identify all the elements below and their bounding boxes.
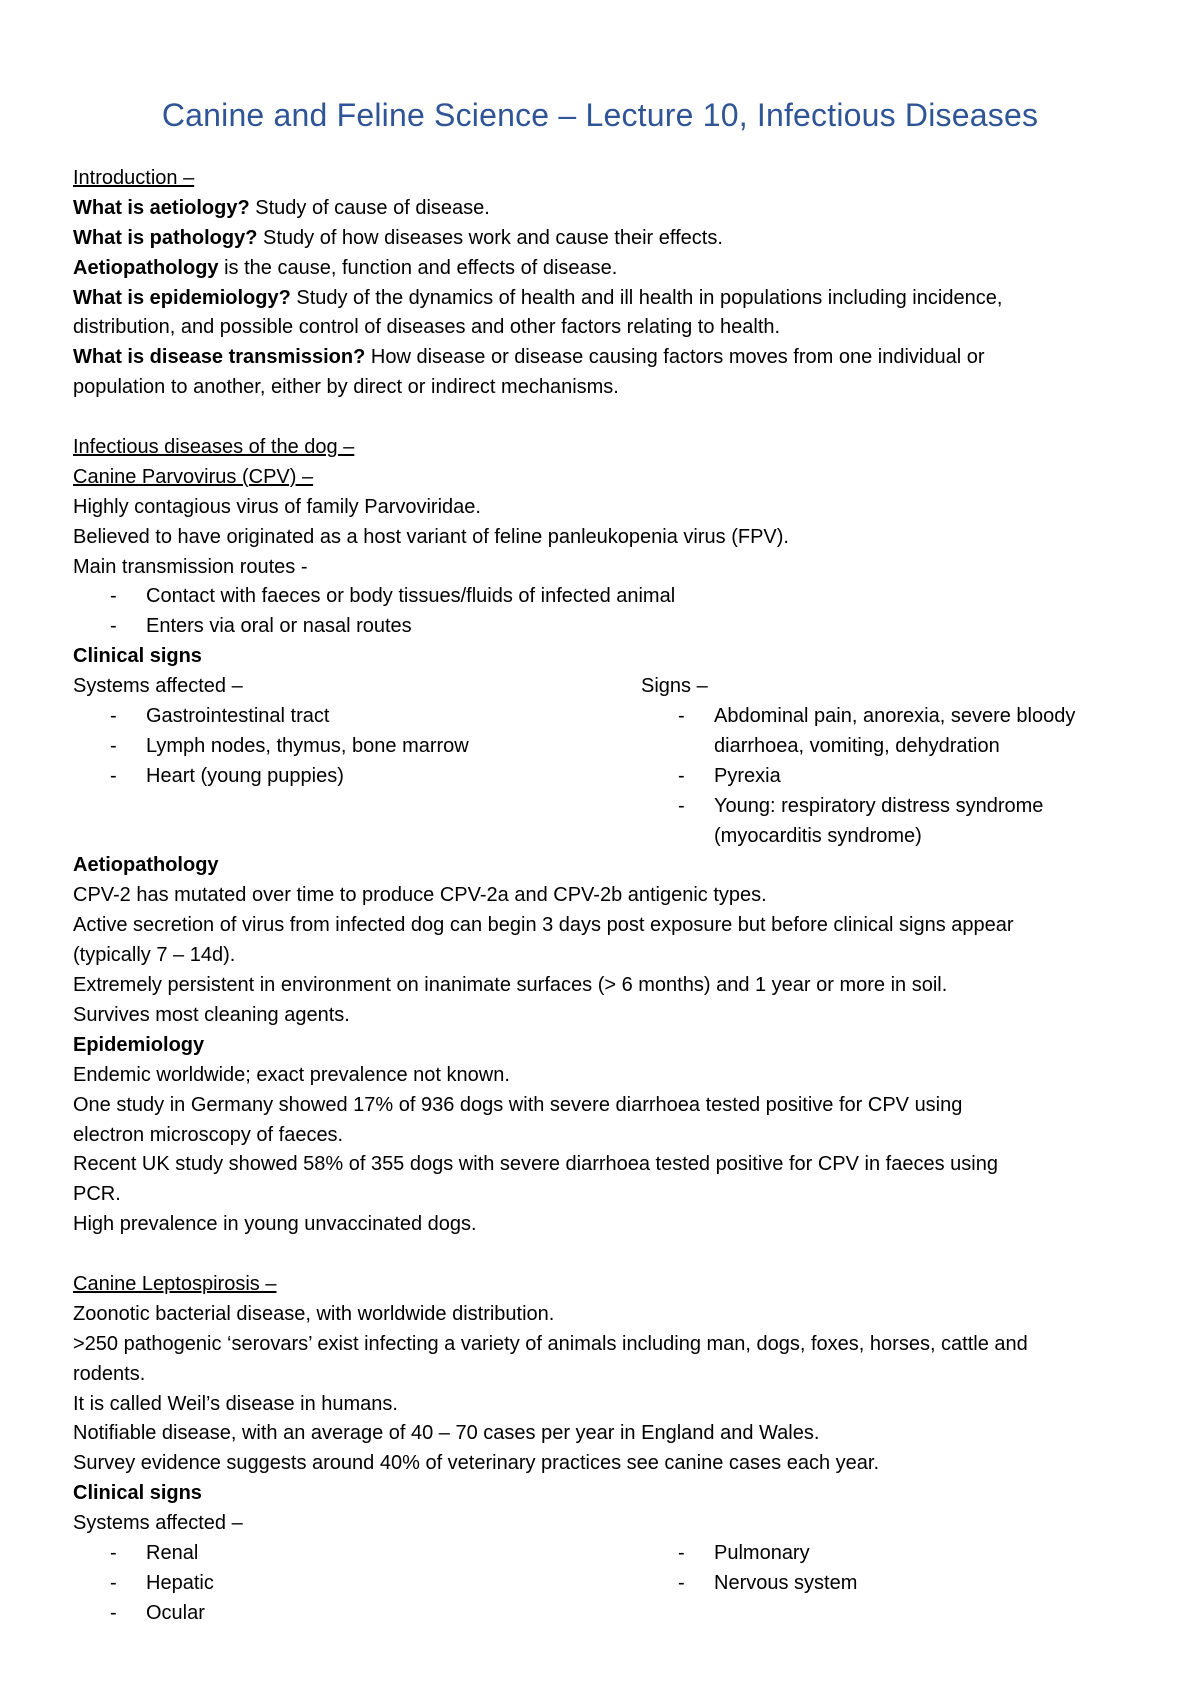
list-item bbox=[73, 1539, 641, 1569]
bullet-dash: - bbox=[110, 1601, 117, 1624]
cpv-line: Believed to have originated as a host variant of feline panleukopenia virus (FPV). bbox=[73, 525, 789, 548]
bullet-dash: - bbox=[678, 794, 685, 817]
lepto-line: Survey evidence suggests around 40% of veterinary practices see canine cases each year. bbox=[73, 1452, 880, 1475]
epidemiology-answer-line2: distribution, and possible control of diseases and other factors relating to health. bbox=[73, 316, 781, 339]
list-item bbox=[73, 612, 1133, 642]
lepto-line: >250 pathogenic ‘serovars’ exist infecting a variety of animals including man, dogs, foxes, horses, cattle and bbox=[73, 1332, 1028, 1355]
list-item-text: Young: respiratory distress syndrome bbox=[714, 794, 1044, 817]
list-item-text: Gastrointestinal tract bbox=[146, 705, 330, 728]
aetiology-answer: Study of cause of disease. bbox=[249, 196, 490, 219]
epidemiology-question: What is epidemiology? bbox=[73, 286, 291, 309]
list-item bbox=[73, 732, 641, 762]
list-item-continuation: (myocarditis syndrome) bbox=[714, 824, 922, 847]
list-item bbox=[73, 1569, 641, 1599]
list-item-text: Abdominal pain, anorexia, severe bloody bbox=[714, 705, 1076, 728]
aetiopathology-definition: is the cause, function and effects of disease. bbox=[218, 256, 618, 279]
list-item bbox=[73, 582, 1133, 612]
epi-line: Endemic worldwide; exact prevalence not known. bbox=[73, 1063, 510, 1086]
aetio-line: Active secretion of virus from infected dog can begin 3 days post exposure but before clinical signs appear bbox=[73, 914, 1014, 937]
document-body bbox=[73, 164, 1133, 1629]
list-item-text: Contact with faeces or body tissues/fluids of infected animal bbox=[146, 585, 676, 608]
list-item-text: Pulmonary bbox=[714, 1541, 810, 1564]
lepto-heading: Canine Leptospirosis – bbox=[73, 1272, 277, 1295]
list-item-text: Pyrexia bbox=[714, 764, 781, 787]
aetiopathology-term: Aetiopathology bbox=[73, 256, 219, 279]
cpv-line: Highly contagious virus of family Parvoviridae. bbox=[73, 495, 481, 518]
intro-aetiopathology bbox=[73, 254, 1133, 284]
lepto-systems-columns bbox=[73, 1539, 1133, 1629]
list-item bbox=[73, 702, 641, 732]
bullet-dash: - bbox=[678, 705, 685, 728]
list-item-text: Ocular bbox=[146, 1601, 205, 1624]
epi-line: electron microscopy of faeces. bbox=[73, 1123, 344, 1146]
list-item bbox=[641, 792, 1133, 822]
intro-heading: Introduction – bbox=[73, 167, 195, 189]
epi-line: Recent UK study showed 58% of 355 dogs with severe diarrhoea tested positive for CPV in faeces using bbox=[73, 1153, 998, 1176]
bullet-dash: - bbox=[678, 1541, 685, 1564]
intro-transmission bbox=[73, 343, 1133, 373]
lepto-systems-label: Systems affected – bbox=[73, 1512, 243, 1535]
epi-line: One study in Germany showed 17% of 936 dogs with severe diarrhoea tested positive for CPV using bbox=[73, 1093, 963, 1116]
aetio-line: CPV-2 has mutated over time to produce CPV-2a and CPV-2b antigenic types. bbox=[73, 884, 767, 907]
transmission-answer-line1: How disease or disease causing factors moves from one individual or bbox=[365, 346, 985, 369]
lepto-clinical-label: Clinical signs bbox=[73, 1482, 202, 1505]
intro-pathology bbox=[73, 224, 1133, 254]
bullet-dash: - bbox=[110, 585, 117, 608]
intro-aetiology bbox=[73, 194, 1133, 224]
bullet-dash: - bbox=[110, 1571, 117, 1594]
lepto-line: rodents. bbox=[73, 1362, 146, 1385]
aetiology-question: What is aetiology? bbox=[73, 196, 250, 219]
list-item bbox=[641, 1539, 1133, 1569]
list-item-text: Heart (young puppies) bbox=[146, 764, 344, 787]
bullet-dash: - bbox=[110, 764, 117, 787]
lepto-systems-left bbox=[73, 1539, 641, 1629]
page-title: Canine and Feline Science – Lecture 10, Infectious Diseases bbox=[161, 97, 1039, 133]
cpv-heading: Canine Parvovirus (CPV) – bbox=[73, 465, 314, 488]
dog-diseases-heading: Infectious diseases of the dog – bbox=[73, 436, 355, 459]
signs-label: Signs – bbox=[641, 675, 708, 698]
list-item-text: Hepatic bbox=[146, 1571, 214, 1594]
aetio-line: Survives most cleaning agents. bbox=[73, 1003, 350, 1026]
transmission-answer-line2: population to another, either by direct or indirect mechanisms. bbox=[73, 376, 619, 399]
aetio-line: (typically 7 – 14d). bbox=[73, 944, 236, 967]
bullet-dash: - bbox=[678, 1571, 685, 1594]
bullet-dash: - bbox=[110, 615, 117, 638]
transmission-question: What is disease transmission? bbox=[73, 346, 366, 369]
list-item-text: Enters via oral or nasal routes bbox=[146, 615, 412, 638]
bullet-dash: - bbox=[678, 764, 685, 787]
list-item bbox=[73, 762, 641, 792]
systems-label: Systems affected – bbox=[73, 675, 243, 698]
list-item bbox=[73, 1599, 641, 1629]
epidemiology-answer-line1: Study of the dynamics of health and ill health in populations including incidence, bbox=[290, 286, 1003, 309]
epi-line: High prevalence in young unvaccinated dogs. bbox=[73, 1213, 477, 1236]
systems-column bbox=[73, 672, 641, 851]
spacer bbox=[73, 1240, 1133, 1270]
cpv-epi-label: Epidemiology bbox=[73, 1033, 205, 1056]
pathology-question: What is pathology? bbox=[73, 226, 258, 249]
cpv-aetio-label: Aetiopathology bbox=[73, 854, 219, 877]
cpv-transmission-label: Main transmission routes - bbox=[73, 555, 308, 578]
list-item bbox=[641, 1569, 1133, 1599]
list-item bbox=[641, 702, 1133, 732]
lepto-systems-right bbox=[641, 1539, 1133, 1629]
list-item-text: Lymph nodes, thymus, bone marrow bbox=[146, 734, 469, 757]
signs-column bbox=[641, 672, 1133, 851]
list-item-text: Renal bbox=[146, 1541, 199, 1564]
cpv-clinical-label: Clinical signs bbox=[73, 645, 202, 668]
lepto-line: Notifiable disease, with an average of 40 – 70 cases per year in England and Wales. bbox=[73, 1422, 820, 1445]
pathology-answer: Study of how diseases work and cause their effects. bbox=[257, 226, 723, 249]
bullet-dash: - bbox=[110, 705, 117, 728]
list-item-continuation: diarrhoea, vomiting, dehydration bbox=[714, 734, 1000, 757]
bullet-dash: - bbox=[110, 1541, 117, 1564]
lepto-line: Zoonotic bacterial disease, with worldwide distribution. bbox=[73, 1302, 555, 1325]
epi-line: PCR. bbox=[73, 1183, 121, 1206]
list-item-text: Nervous system bbox=[714, 1571, 858, 1594]
list-item bbox=[641, 762, 1133, 792]
aetio-line: Extremely persistent in environment on inanimate surfaces (> 6 months) and 1 year or more in soil. bbox=[73, 974, 948, 997]
bullet-dash: - bbox=[110, 734, 117, 757]
intro-epidemiology bbox=[73, 284, 1133, 314]
lepto-line: It is called Weil’s disease in humans. bbox=[73, 1392, 398, 1415]
cpv-clinical-columns bbox=[73, 672, 1133, 851]
spacer bbox=[73, 403, 1133, 433]
